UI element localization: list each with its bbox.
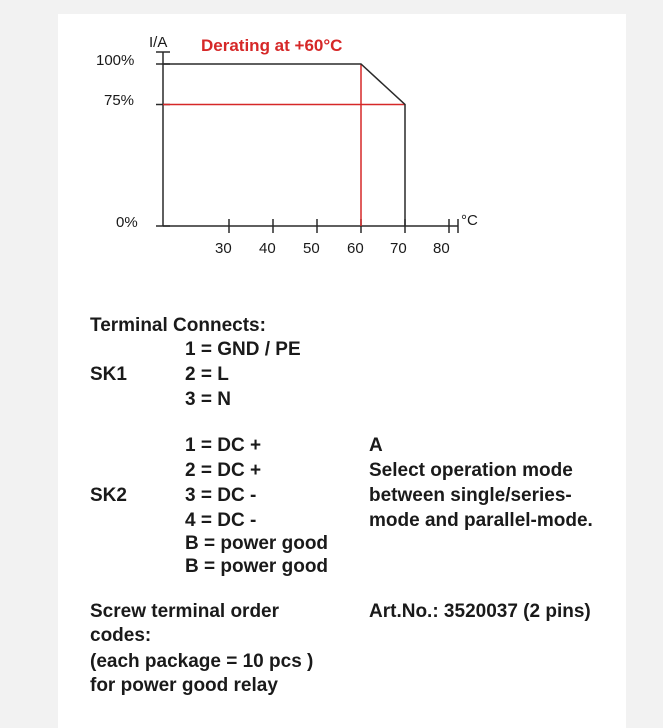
- x-tick-label-70: 70: [390, 240, 407, 257]
- art-no: Art.No.: 3520037 (2 pins): [369, 601, 591, 622]
- y-tick-label-75: 75%: [104, 92, 135, 109]
- sk1-pin-2: 2 = L: [185, 364, 229, 385]
- y-tick-label-0: 0%: [116, 214, 138, 231]
- x-axis-unit-label: °C: [461, 212, 478, 229]
- order-line-4: for power good relay: [90, 675, 278, 696]
- sk2-pin-3: 3 = DC -: [185, 485, 257, 506]
- x-tick-label-30: 30: [215, 240, 232, 257]
- chart-title: Derating at +60°C: [201, 36, 343, 55]
- y-axis-label: I/A: [149, 34, 168, 51]
- order-line-3: (each package = 10 pcs ): [90, 651, 314, 672]
- sk2-note-line-3: between single/series-: [369, 485, 572, 506]
- x-tick-label-60: 60: [347, 240, 364, 257]
- sk1-label: SK1: [90, 364, 127, 385]
- y-tick-label-100: 100%: [96, 52, 135, 69]
- sk2-note-line-1: A: [369, 435, 383, 456]
- terminal-heading: Terminal Connects:: [90, 315, 266, 336]
- sk2-pin-4: 4 = DC -: [185, 510, 257, 531]
- x-tick-label-50: 50: [303, 240, 320, 257]
- sk2-label: SK2: [90, 485, 127, 506]
- sk1-pin-3: 3 = N: [185, 389, 231, 410]
- sk2-pin-6: B = power good: [185, 556, 329, 577]
- series-layer: [163, 64, 405, 226]
- sk2-pin-1: 1 = DC +: [185, 435, 262, 456]
- order-line-2: codes:: [90, 625, 152, 646]
- order-line-1: Screw terminal order: [90, 601, 280, 622]
- datasheet-page: [58, 14, 626, 728]
- x-tick-label-80: 80: [433, 240, 450, 257]
- sk1-pin-1: 1 = GND / PE: [185, 339, 301, 360]
- sk2-pin-2: 2 = DC +: [185, 460, 262, 481]
- sk2-note-line-4: mode and parallel-mode.: [369, 510, 593, 531]
- x-tick-label-40: 40: [259, 240, 276, 257]
- sk2-note-line-2: Select operation mode: [369, 460, 573, 481]
- sk2-pin-5: B = power good: [185, 533, 329, 554]
- derating-curve-1: [163, 64, 405, 226]
